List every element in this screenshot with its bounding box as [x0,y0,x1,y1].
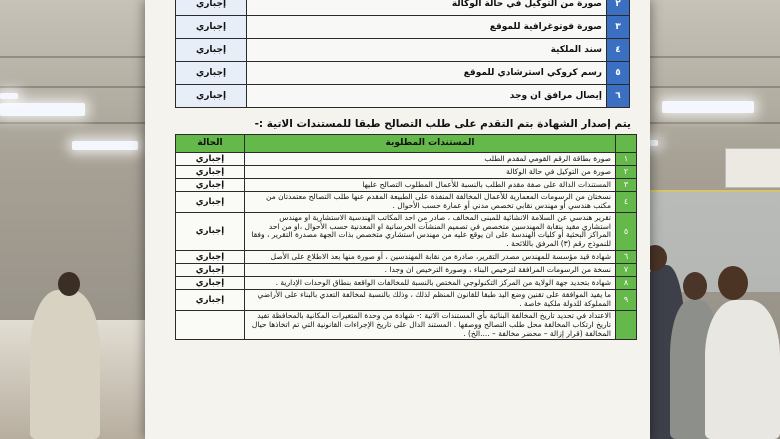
top-requirements-table [175,0,630,108]
document-description: الاعتداد في تحديد تاريخ المخالفة البنائية بأي المستندات الاتية :- شهادة من وحدة المتغيرات المكانية بالمحافظة تفيد تاريخ ارتكاب المخالفة محل طلب التصالح ووصفها . المستند الدال على تاريخ الإجراءات القانونية التي تم اتخاذها حيال المخالفة (قرار إزالة – محضر مخالفة – ....الخ) . [245,310,616,340]
air-conditioner [725,148,780,188]
table-row [176,251,637,264]
status-cell: إجباري [176,16,247,39]
document-description: صورة بطاقة الرقم القومي لمقدم الطلب [245,153,616,166]
table-row [176,212,637,250]
row-number: ٧ [616,264,637,277]
row-number: ١ [616,153,637,166]
row-number: ٦ [607,85,630,108]
top-table-row [176,85,630,108]
person-right-3 [705,300,780,439]
documents-table-header [176,135,637,153]
row-number: ٨ [616,277,637,290]
status-cell: إجباري [176,62,247,85]
status-cell: إجباري [176,153,245,166]
person-right-3-head [718,266,748,300]
person-left [30,290,100,439]
status-cell: إجباري [176,192,245,213]
status-column-header: الحالة [176,135,245,153]
document-name: صورة من التوكيل في حالة الوكالة [247,0,607,16]
document-description: نسختان من الرسومات المعمارية للأعمال المخالفة المنفذة على الطبيعة المقدم عنها طلب التصالح معتمدتان من مكتب هندسي أو مهندس نقابي تخصص مدني أو عمارة حسب الأحوال . [245,192,616,213]
document-description: نسخة من الرسومات المرافقة لترخيص البناء ، وصورة الترخيص ان وجدا . [245,264,616,277]
row-number: ٣ [616,179,637,192]
number-header [616,135,637,153]
table-row [176,192,637,213]
documents-column-header: المستندات المطلوبة [245,135,616,153]
status-cell: إجباري [176,39,247,62]
row-number: ٩ [616,290,637,311]
top-table-row [176,62,630,85]
ceiling-lamp [72,141,138,150]
table-row [176,153,637,166]
row-number: ٥ [607,62,630,85]
table-row [176,310,637,340]
document-description: صورة من التوكيل في حالة الوكالة [245,166,616,179]
document-description: ما يفيد الموافقة على تقنين وضع اليد طبقا للقانون المنظم لذلك ، وذلك بالنسبة لمخالفة التعدي بالبناء على الأراضي المملوكة للدولة ملكية خاصة . [245,290,616,311]
document-description: شهادة بتحديد جهة الولاية من المركز التكنولوجي المختص بالنسبة للمخالفات الواقعة بنطاق الوحدات الإدارية . [245,277,616,290]
document-description: المستندات الدالة على صفة مقدم الطلب بالنسبة للأعمال المطلوب التصالح عليها [245,179,616,192]
top-table-row [176,16,630,39]
table-row [176,264,637,277]
document-name: سند الملكية [247,39,607,62]
status-cell: إجباري [176,166,245,179]
status-cell: إجباري [176,212,245,250]
documents-table [175,134,637,340]
row-number: ٢ [616,166,637,179]
person-left-head [58,272,80,296]
row-number [616,310,637,340]
document-description: تقرير هندسي عن السلامة الانشائية للمبنى المخالف ، صادر من احد المكاتب الهندسية الاستشارية او مهندس استشاري مقيد بنقابة المهندسين متخصص في تصميم المنشآت الخرسانية او المعدنية حسب الأحوال ،او من احد المراكز البحثية أو كليات الهندسة على ان يوقع عليه من مهندس استشاري متخصص بذات الجهة مصدرة التقرير ، وفقا للنموذج رقم (٣) المرفق باللائحة . [245,212,616,250]
row-number: ٦ [616,251,637,264]
table-row [176,290,637,311]
status-cell: إجباري [176,277,245,290]
document-name: رسم كروكي استرشادي للموقع [247,62,607,85]
top-table-row [176,39,630,62]
status-cell: إجباري [176,290,245,311]
status-cell: إجباري [176,85,247,108]
status-cell: إجباري [176,264,245,277]
row-number: ٣ [607,16,630,39]
document-name: صورة فوتوغرافية للموقع [247,16,607,39]
row-number: ٤ [616,192,637,213]
row-number: ٥ [616,212,637,250]
document-name: إيصال مرافق ان وجد [247,85,607,108]
person-right-2-head [683,272,707,300]
top-table-row [176,0,630,16]
ceiling-lamp [0,93,18,99]
status-cell [176,310,245,340]
status-cell: إجباري [176,251,245,264]
ceiling-lamp [0,103,85,116]
table-row [176,166,637,179]
table-row [176,277,637,290]
table-row [176,179,637,192]
poster-heading: يتم إصدار الشهادة بتم التقدم على طلب التصالح طبقا للمستندات الاتية :- [254,118,631,130]
status-cell: إجباري [176,179,245,192]
row-number: ٤ [607,39,630,62]
status-cell: إجباري [176,0,247,16]
requirements-poster [145,0,650,439]
ceiling-lamp [662,101,754,113]
document-description: شهادة قيد مؤسسة للمهندس مصدر التقرير، صادرة من نقابة المهندسين ، أو صورة منها بعد الاطلاع على الأصل [245,251,616,264]
row-number: ٢ [607,0,630,16]
